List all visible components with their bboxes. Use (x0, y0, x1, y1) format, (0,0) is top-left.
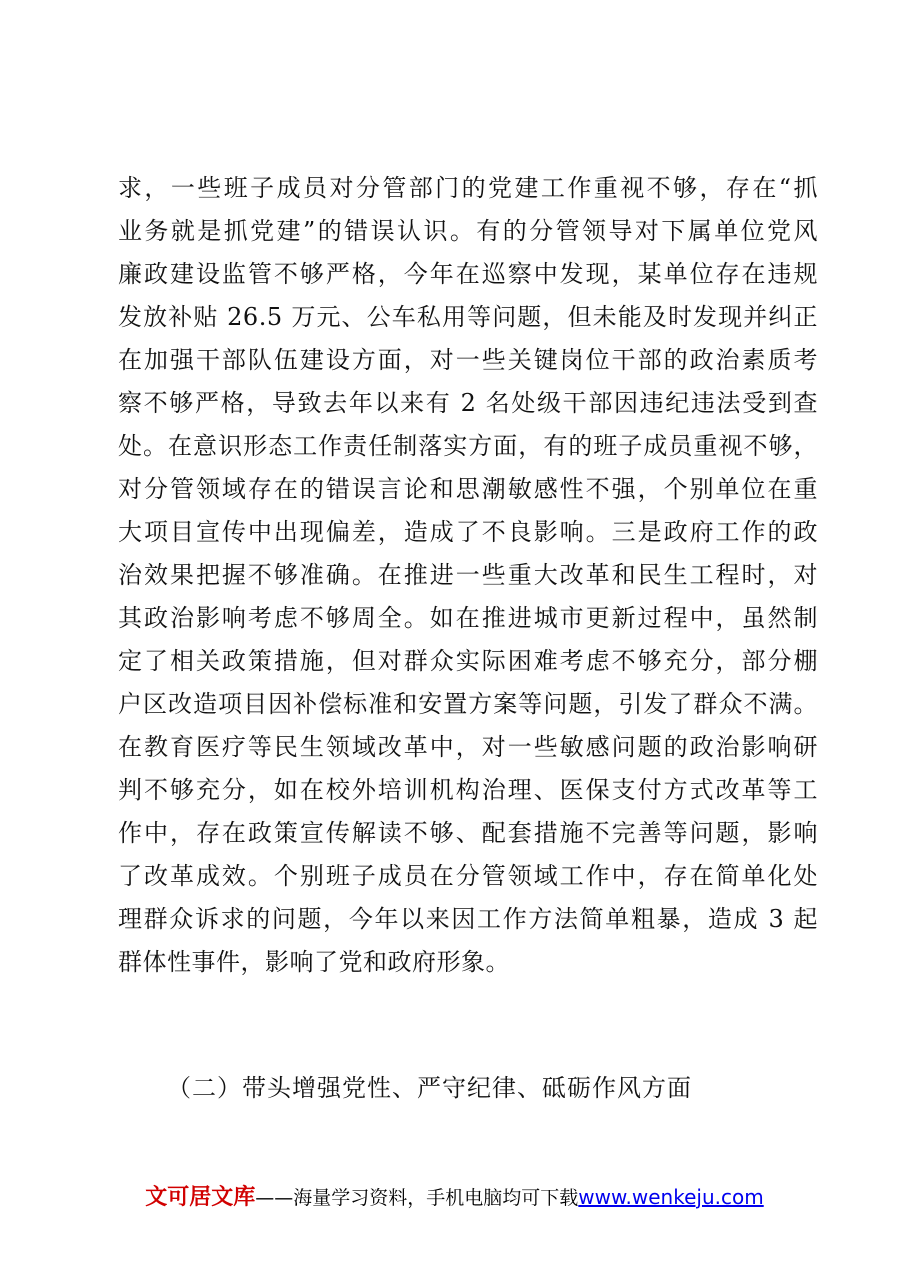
text-line: 业务就是抓党建”的错误认识。有的分管领导对下属单位党风 (118, 217, 818, 245)
text-line: 理群众诉求的问题，今年以来因工作方法简单粗暴，造成 3 起 (118, 905, 818, 933)
text-line: 其政治影响考虑不够周全。如在推进城市更新过程中，虽然制 (118, 604, 818, 632)
text-line: 在加强干部队伍建设方面，对一些关键岗位干部的政治素质考 (118, 346, 818, 374)
text-line: 作中，存在政策宣传解读不够、配套措施不完善等问题，影响 (118, 819, 818, 847)
text-line: 了改革成效。个别班子成员在分管领域工作中，存在简单化处 (118, 862, 818, 890)
text-line: 治效果把握不够准确。在推进一些重大改革和民生工程时，对 (118, 561, 818, 589)
text-line: 察不够严格，导致去年以来有 2 名处级干部因违纪违法受到查 (118, 389, 818, 417)
text-line: 群体性事件，影响了党和政府形象。 (118, 948, 510, 976)
text-line: 求，一些班子成员对分管部门的党建工作重视不够，存在“抓 (118, 174, 818, 202)
text-line: 判不够充分，如在校外培训机构治理、医保支付方式改革等工 (118, 776, 818, 804)
text-line: 户区改造项目因补偿标准和安置方案等问题，引发了群众不满。 (118, 690, 818, 718)
footer-banner (0, 1183, 909, 1212)
footer-tagline: ——海量学习资料，手机电脑均可下载 (255, 1187, 579, 1209)
section-heading: （二）带头增强党性、严守纪律、砥砺作风方面 (167, 1074, 692, 1102)
text-line: 大项目宣传中出现偏差，造成了不良影响。三是政府工作的政 (118, 518, 818, 546)
text-line: 对分管领域存在的错误言论和思潮敏感性不强，个别单位在重 (118, 475, 818, 503)
text-line: 在教育医疗等民生领域改革中，对一些敏感问题的政治影响研 (118, 733, 818, 761)
body-text (118, 167, 818, 984)
footer-link[interactable]: www.wenkeju.com (578, 1185, 764, 1209)
text-line: 廉政建设监管不够严格，今年在巡察中发现，某单位存在违规 (118, 260, 818, 288)
text-line: 定了相关政策措施，但对群众实际困难考虑不够充分，部分棚 (118, 647, 818, 675)
text-line: 处。在意识形态工作责任制落实方面，有的班子成员重视不够， (118, 432, 818, 460)
text-line: 发放补贴 26.5 万元、公车私用等问题，但未能及时发现并纠正 (118, 303, 818, 331)
footer-brand: 文可居文库 (145, 1185, 256, 1210)
